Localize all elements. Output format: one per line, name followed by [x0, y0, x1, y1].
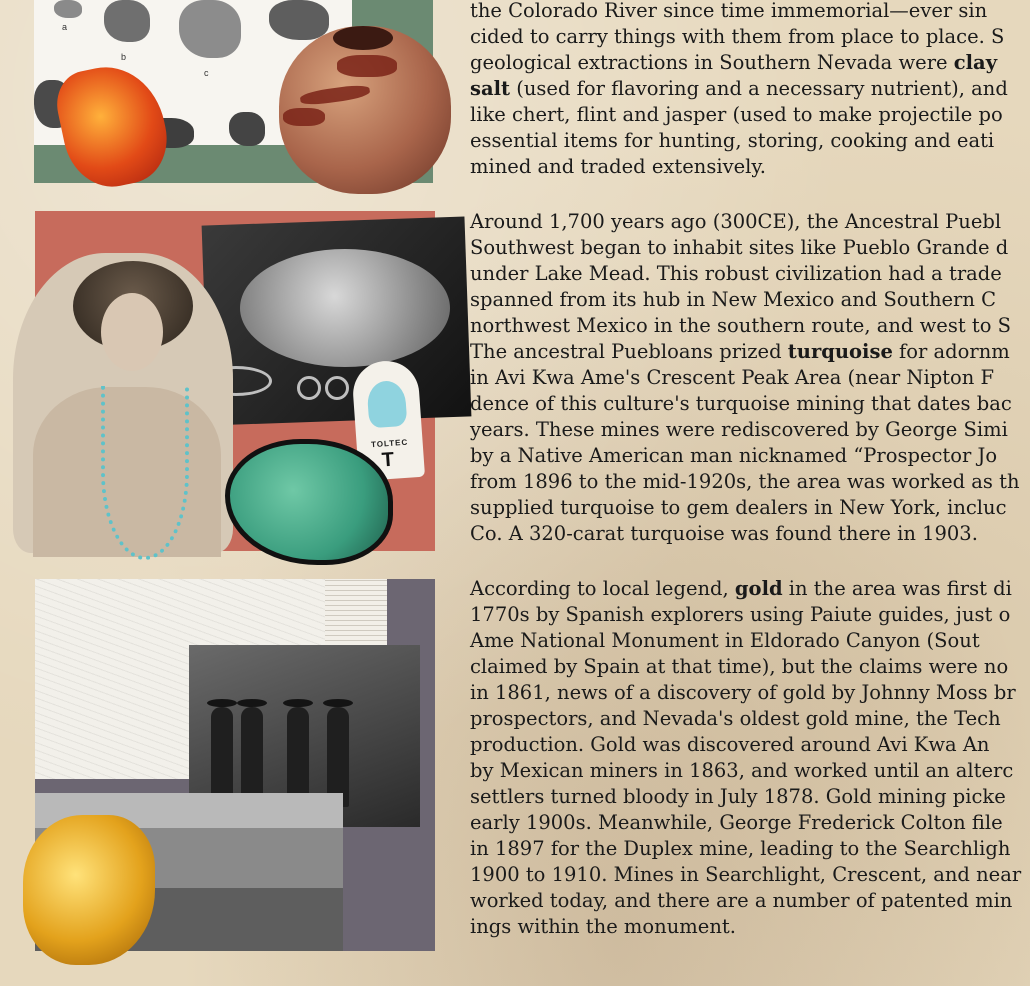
ring-image [325, 376, 349, 400]
text-run: the Colorado River since time immemorial—ever sin [470, 0, 988, 22]
text-line [470, 836, 1021, 862]
text-line [470, 521, 1020, 547]
text-run: early 1900s. Meanwhile, George Frederick Colton file [470, 811, 1003, 834]
turquoise-necklace-image [101, 386, 189, 560]
text-line [470, 654, 1021, 680]
turquoise-rock-image [225, 439, 393, 565]
text-line [470, 128, 1008, 154]
miner-figure [327, 707, 349, 807]
text-line [470, 443, 1020, 469]
text-run: under Lake Mead. This robust civilization had a trade [470, 262, 1002, 285]
text-run: Around 1,700 years ago (300CE), the Ancestral Puebl [470, 210, 1002, 233]
text-line [470, 495, 1020, 521]
text-run: ings within the monument. [470, 915, 736, 938]
text-line [470, 391, 1020, 417]
text-line [470, 102, 1008, 128]
bold-term: salt [470, 77, 511, 100]
ring-image [297, 376, 321, 400]
toltec-label: TOLTEC [370, 437, 409, 450]
text-line [470, 235, 1020, 261]
text-line [470, 758, 1021, 784]
text-line [470, 888, 1021, 914]
bold-term: gold [734, 577, 783, 600]
text-run: by a Native American man nicknamed “Prospector Jo [470, 444, 998, 467]
text-line [470, 914, 1021, 940]
pottery-decoration [283, 108, 325, 126]
text-run: 1900 to 1910. Mines in Searchlight, Crescent, and near [470, 863, 1022, 886]
text-line [470, 628, 1021, 654]
text-line [470, 862, 1021, 888]
text-run: claimed by Spain at that time), but the claims were no [470, 655, 1009, 678]
artifact-image [269, 0, 329, 40]
text-line [470, 732, 1021, 758]
text-run: for adornm [892, 340, 1010, 363]
turquoise-collage [35, 211, 435, 551]
miner-figure [287, 707, 309, 807]
artifact-image [179, 0, 241, 58]
portrait-face [101, 293, 163, 371]
text-run: essential items for hunting, storing, cooking and eati [470, 129, 995, 152]
newspaper-clipping-image [325, 579, 387, 645]
pottery-jar-mouth [333, 26, 393, 50]
text-line [470, 154, 1008, 180]
text-run: According to local legend, [470, 577, 735, 600]
text-line [470, 417, 1020, 443]
text-run: by Mexican miners in 1863, and worked until an alterc [470, 759, 1014, 782]
gold-nugget-image [23, 815, 155, 965]
text-run: geological extractions in Southern Nevada were [470, 51, 954, 74]
bold-term: clay [953, 51, 998, 74]
text-line [470, 287, 1020, 313]
text-run: dence of this culture's turquoise mining that dates bac [470, 392, 1012, 415]
text-run: settlers turned bloody in July 1878. Gold mining picke [470, 785, 1006, 808]
text-line [470, 261, 1020, 287]
text-line [470, 24, 1008, 50]
text-line [470, 576, 1021, 602]
text-line [470, 469, 1020, 495]
paragraph-turquoise [470, 209, 1020, 547]
gold-mining-collage [35, 579, 435, 951]
artifact-image [229, 112, 265, 146]
paragraph-gold [470, 576, 1021, 940]
text-run: (used for flavoring and a necessary nutrient), and [510, 77, 1008, 100]
text-line [470, 313, 1020, 339]
artifact-label-b: b [121, 52, 127, 62]
text-run: The ancestral Puebloans prized [470, 340, 788, 363]
text-run: in the area was first di [782, 577, 1012, 600]
text-run: like chert, flint and jasper (used to make projectile po [470, 103, 1003, 126]
text-line [470, 680, 1021, 706]
pottery-decoration [337, 55, 397, 77]
text-run: 1770s by Spanish explorers using Paiute guides, just o [470, 603, 1011, 626]
text-run: supplied turquoise to gem dealers in New York, incluc [470, 496, 1007, 519]
text-run: years. These mines were rediscovered by George Simi [470, 418, 1008, 441]
text-line [470, 810, 1021, 836]
text-run: in 1861, news of a discovery of gold by Johnny Moss br [470, 681, 1016, 704]
text-line [470, 339, 1020, 365]
text-run: from 1896 to the mid-1920s, the area was worked as th [470, 470, 1020, 493]
text-run: northwest Mexico in the southern route, and west to S [470, 314, 1012, 337]
text-run: production. Gold was discovered around Avi Kwa An [470, 733, 990, 756]
artifact-label-c: c [204, 68, 209, 78]
silver-nugget-image [240, 249, 450, 367]
artifact-label-a: a [62, 22, 68, 32]
text-run: in Avi Kwa Ame's Crescent Peak Area (near Nipton F [470, 366, 995, 389]
text-run: Southwest began to inhabit sites like Pueblo Grande d [470, 236, 1009, 259]
text-line [470, 784, 1021, 810]
toltec-mark: T [381, 448, 395, 472]
text-line [470, 706, 1021, 732]
miner-figure [211, 707, 233, 807]
text-run: spanned from its hub in New Mexico and Southern C [470, 288, 997, 311]
text-line [470, 365, 1020, 391]
turquoise-bust-image [366, 380, 407, 429]
artifact-image [104, 0, 150, 42]
text-line [470, 0, 1008, 24]
text-line [470, 602, 1021, 628]
bold-term: turquoise [787, 340, 893, 363]
text-run: worked today, and there are a number of patented min [470, 889, 1013, 912]
text-run: mined and traded extensively. [470, 155, 766, 178]
paragraph-minerals [470, 0, 1008, 180]
text-run: prospectors, and Nevada's oldest gold mine, the Tech [470, 707, 1001, 730]
text-run: in 1897 for the Duplex mine, leading to the Searchligh [470, 837, 1011, 860]
artifact-image [54, 0, 82, 18]
text-run: Ame National Monument in Eldorado Canyon (Sout [470, 629, 980, 652]
text-line [470, 76, 1008, 102]
text-line [470, 209, 1020, 235]
text-run: cided to carry things with them from place to place. S [470, 25, 1005, 48]
text-run: Co. A 320-carat turquoise was found there in 1903. [470, 522, 978, 545]
miner-figure [241, 707, 263, 807]
text-line [470, 50, 1008, 76]
